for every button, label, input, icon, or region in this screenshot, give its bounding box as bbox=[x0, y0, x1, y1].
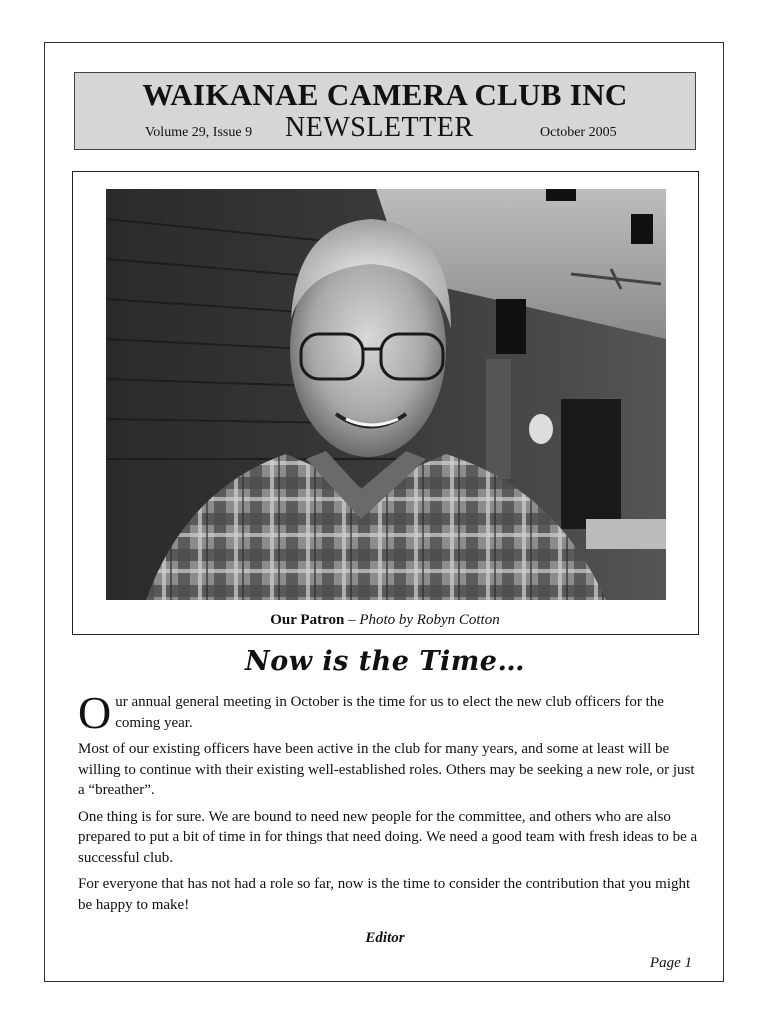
page-number: Page 1 bbox=[649, 955, 692, 971]
newsletter-title: WAIKANAE CAMERA CLUB INC bbox=[142, 77, 628, 112]
article-signature: Editor bbox=[365, 930, 405, 946]
article-paragraph: Most of our existing officers have been active in the club for many years, and some at least will be willing to continue with their existing well-established roles. Others may be seeking a new role, or just a “breather”. bbox=[78, 741, 695, 798]
article-paragraph: For everyone that has not had a role so far, now is the time to consider the contribution that you might be happy to make! bbox=[78, 876, 691, 913]
article-body bbox=[78, 687, 698, 921]
article-paragraph bbox=[78, 687, 698, 738]
issue-date: October 2005 bbox=[540, 125, 617, 140]
article-headline: Now is the Time… bbox=[245, 646, 525, 677]
caption-title: Our Patron bbox=[270, 612, 345, 628]
caption-separator: – bbox=[344, 612, 360, 628]
photo-caption bbox=[0, 610, 770, 630]
masthead bbox=[74, 72, 696, 150]
volume-issue: Volume 29, Issue 9 bbox=[145, 125, 253, 140]
newsletter-label: NEWSLETTER bbox=[285, 112, 474, 143]
photo-credit: Photo by Robyn Cotton bbox=[359, 612, 500, 628]
paragraph-text: ur annual general meeting in October is the time for us to elect the new club officers for the coming year. bbox=[115, 694, 664, 731]
article-paragraph: One thing is for sure. We are bound to need new people for the committee, and others who are also prepared to put a bit of time in for things that need doing. We need a good team with fresh ideas to be a successful club. bbox=[78, 808, 698, 866]
patron-photo bbox=[106, 189, 666, 600]
drop-cap: O bbox=[78, 687, 112, 738]
